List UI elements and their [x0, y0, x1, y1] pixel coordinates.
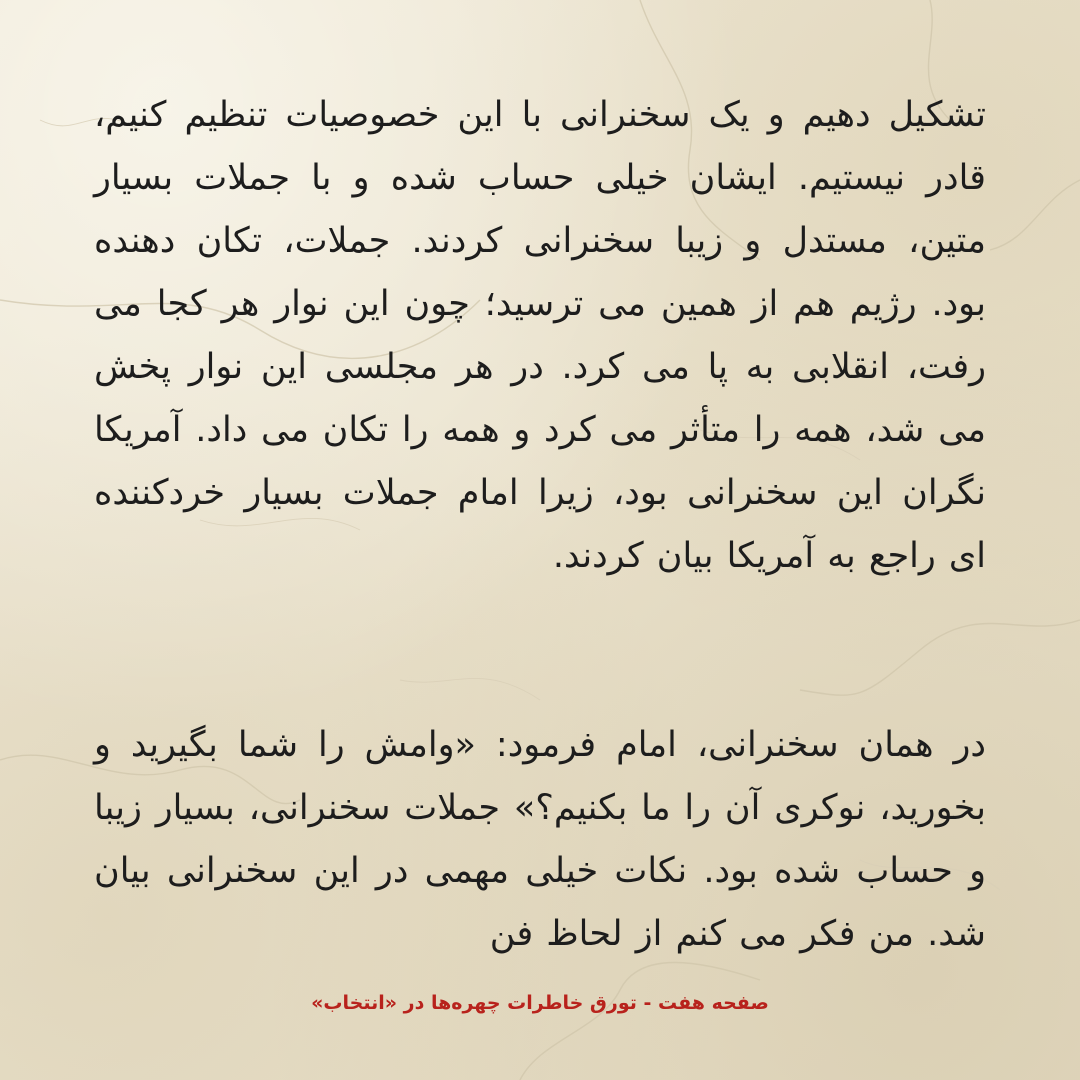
source-caption: صفحه هفت - تورق خاطرات چهره‌ها در «انتخاب» [311, 992, 769, 1014]
body-paragraph-2: در همان سخنرانی، امام فرمود: «وامش را شما بگیرید و بخورید، نوکری آن را ما بکنیم؟» جملات سخنرانی، بسیار زیبا و حساب شده بود. نکات خیلی مهمی در این سخنرانی بیان شد. من فکر می کنم از لحاظ فن [94, 725, 986, 954]
body-paragraph-1: تشکیل دهیم و یک سخنرانی با این خصوصیات تنظیم کنیم، قادر نیستیم. ایشان خیلی حساب شده و با جملات بسیار متین، مستدل و زیبا سخنرانی کردند. جملات، تکان دهنده بود. رژیم هم از همین می ترسید؛ چون این نوار هر کجا می رفت، انقلابی به پا می کرد. در هر مجلسی این نوار پخش می شد، همه را متأثر می کرد و همه را تکان می داد. آمریکا نگران این سخنرانی بود، زیرا امام جملات بسیار خردکننده ای راجع به آمریکا بیان کردند. [94, 95, 986, 576]
